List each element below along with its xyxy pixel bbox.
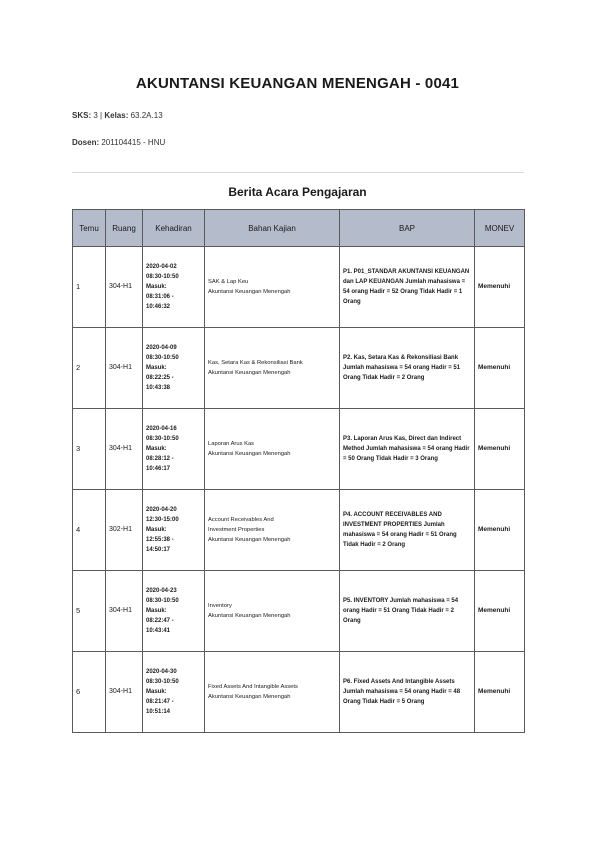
cell-bahan-kajian <box>205 328 340 409</box>
column-header-ruang: Ruang <box>106 210 143 247</box>
kehadiran-out: 10:46:32 <box>146 304 171 310</box>
column-header-kehadiran: Kehadiran <box>143 210 205 247</box>
cell-bahan-kajian <box>205 652 340 733</box>
bahan-course: Akuntansi Keuangan Menengah <box>208 537 291 543</box>
table-row <box>73 247 525 328</box>
cell-bahan-kajian <box>205 571 340 652</box>
kehadiran-masuk-label: Masuk: <box>146 446 167 452</box>
kehadiran-out: 10:46:17 <box>146 466 171 472</box>
dosen-value: 201104415 - HNU <box>101 138 166 147</box>
bahan-topic: Fixed Assets And Intangible Assets <box>208 684 298 690</box>
kehadiran-in: 08:31:06 - <box>146 294 174 300</box>
cell-temu: 6 <box>73 652 106 733</box>
section-divider <box>72 172 524 173</box>
kehadiran-in: 08:22:47 - <box>146 618 174 624</box>
bahan-topic: Account Receivables And <box>208 517 274 523</box>
cell-ruang: 302-H1 <box>106 490 143 571</box>
bahan-course: Akuntansi Keuangan Menengah <box>208 694 291 700</box>
cell-bap: P5. INVENTORY Jumlah mahasiswa = 54 orang Hadir = 51 Orang Tidak Hadir = 2 Orang <box>340 571 475 652</box>
kehadiran-time: 08:30-10:50 <box>146 598 179 604</box>
cell-kehadiran <box>143 490 205 571</box>
table-row <box>73 409 525 490</box>
cell-temu: 5 <box>73 571 106 652</box>
cell-bahan-kajian <box>205 490 340 571</box>
bahan-topic: Kas, Setara Kas & Rekonsiliasi Bank <box>208 360 303 366</box>
table-row <box>73 328 525 409</box>
cell-kehadiran <box>143 409 205 490</box>
column-header-bahan-kajian: Bahan Kajian <box>205 210 340 247</box>
cell-bap: P4. ACCOUNT RECEIVABLES AND INVESTMENT PROPERTIES Jumlah mahasiswa = 54 orang Hadir = 51 Orang Tidak Hadir = 2 Orang <box>340 490 475 571</box>
bahan-course: Akuntansi Keuangan Menengah <box>208 289 291 295</box>
cell-monev: Memenuhi <box>475 328 525 409</box>
cell-bahan-kajian <box>205 409 340 490</box>
kehadiran-time: 08:30-10:50 <box>146 679 179 685</box>
kehadiran-time: 12:30-15:00 <box>146 517 179 523</box>
column-header-temu: Temu <box>73 210 106 247</box>
section-title: Berita Acara Pengajaran <box>228 185 367 199</box>
course-title: AKUNTANSI KEUANGAN MENENGAH - 0041 <box>135 75 460 92</box>
cell-monev: Memenuhi <box>475 652 525 733</box>
cell-ruang: 304-H1 <box>106 247 143 328</box>
kehadiran-date: 2020-04-23 <box>146 588 177 594</box>
dosen-label: Dosen: <box>72 138 100 147</box>
meta-separator: | <box>100 111 103 120</box>
cell-temu: 2 <box>73 328 106 409</box>
kehadiran-masuk-label: Masuk: <box>146 608 167 614</box>
kehadiran-date: 2020-04-16 <box>146 426 177 432</box>
kehadiran-masuk-label: Masuk: <box>146 284 167 290</box>
cell-monev: Memenuhi <box>475 247 525 328</box>
cell-bahan-kajian <box>205 247 340 328</box>
kehadiran-out: 10:43:38 <box>146 385 171 391</box>
kelas-label: Kelas: <box>104 111 129 120</box>
bahan-course: Akuntansi Keuangan Menengah <box>208 613 291 619</box>
bahan-course: Akuntansi Keuangan Menengah <box>208 370 291 376</box>
cell-kehadiran <box>143 247 205 328</box>
dosen-line <box>72 138 165 147</box>
kehadiran-masuk-label: Masuk: <box>146 527 167 533</box>
cell-temu: 4 <box>73 490 106 571</box>
cell-bap: P6. Fixed Assets And Intangible Assets Jumlah mahasiswa = 54 orang Hadir = 48 Orang Tidak Hadir = 5 Orang <box>340 652 475 733</box>
sks-label: SKS: <box>72 111 92 120</box>
cell-ruang: 304-H1 <box>106 328 143 409</box>
cell-ruang: 304-H1 <box>106 571 143 652</box>
bahan-course: Akuntansi Keuangan Menengah <box>208 451 291 457</box>
column-header-bap: BAP <box>340 210 475 247</box>
table-row <box>73 571 525 652</box>
bahan-topic: SAK & Lap Keu <box>208 279 249 285</box>
kehadiran-out: 10:43:41 <box>146 628 171 634</box>
bahan-topic-continued: Investment Properties <box>208 527 265 533</box>
kehadiran-masuk-label: Masuk: <box>146 365 167 371</box>
cell-ruang: 304-H1 <box>106 652 143 733</box>
bahan-topic: Laporan Arus Kas <box>208 441 255 447</box>
kehadiran-date: 2020-04-09 <box>146 345 177 351</box>
cell-bap: P1. P01_STANDAR AKUNTANSI KEUANGAN dan LAP KEUANGAN Jumlah mahasiswa = 54 orang Hadir = 52 Orang Tidak Hadir = 1 Orang <box>340 247 475 328</box>
table-row <box>73 652 525 733</box>
kehadiran-in: 08:28:12 - <box>146 456 174 462</box>
cell-temu: 3 <box>73 409 106 490</box>
kehadiran-in: 12:55:38 - <box>146 537 174 543</box>
kelas-value: 63.2A.13 <box>130 111 163 120</box>
cell-ruang: 304-H1 <box>106 409 143 490</box>
cell-monev: Memenuhi <box>475 571 525 652</box>
bahan-topic: Inventory <box>208 603 232 609</box>
sks-kelas-line <box>72 111 163 120</box>
table-header-row <box>73 210 525 247</box>
kehadiran-masuk-label: Masuk: <box>146 689 167 695</box>
cell-bap: P2. Kas, Setara Kas & Rekonsiliasi Bank Jumlah mahasiswa = 54 orang Hadir = 51 Orang Tidak Hadir = 2 Orang <box>340 328 475 409</box>
kehadiran-out: 10:51:14 <box>146 709 171 715</box>
kehadiran-time: 08:30-10:50 <box>146 274 179 280</box>
cell-kehadiran <box>143 571 205 652</box>
kehadiran-date: 2020-04-30 <box>146 669 177 675</box>
cell-temu: 1 <box>73 247 106 328</box>
kehadiran-date: 2020-04-20 <box>146 507 177 513</box>
cell-monev: Memenuhi <box>475 490 525 571</box>
kehadiran-out: 14:50:17 <box>146 547 171 553</box>
kehadiran-in: 08:21:47 - <box>146 699 174 705</box>
bap-table <box>72 209 525 733</box>
sks-value: 3 <box>93 111 98 120</box>
cell-kehadiran <box>143 328 205 409</box>
cell-monev: Memenuhi <box>475 409 525 490</box>
kehadiran-date: 2020-04-02 <box>146 264 177 270</box>
kehadiran-in: 08:22:25 - <box>146 375 174 381</box>
column-header-monev: MONEV <box>475 210 525 247</box>
cell-kehadiran <box>143 652 205 733</box>
kehadiran-time: 08:30-10:50 <box>146 436 179 442</box>
table-row <box>73 490 525 571</box>
cell-bap: P3. Laporan Arus Kas, Direct dan Indirect Method Jumlah mahasiswa = 54 orang Hadir = 50 Orang Tidak Hadir = 3 Orang <box>340 409 475 490</box>
kehadiran-time: 08:30-10:50 <box>146 355 179 361</box>
